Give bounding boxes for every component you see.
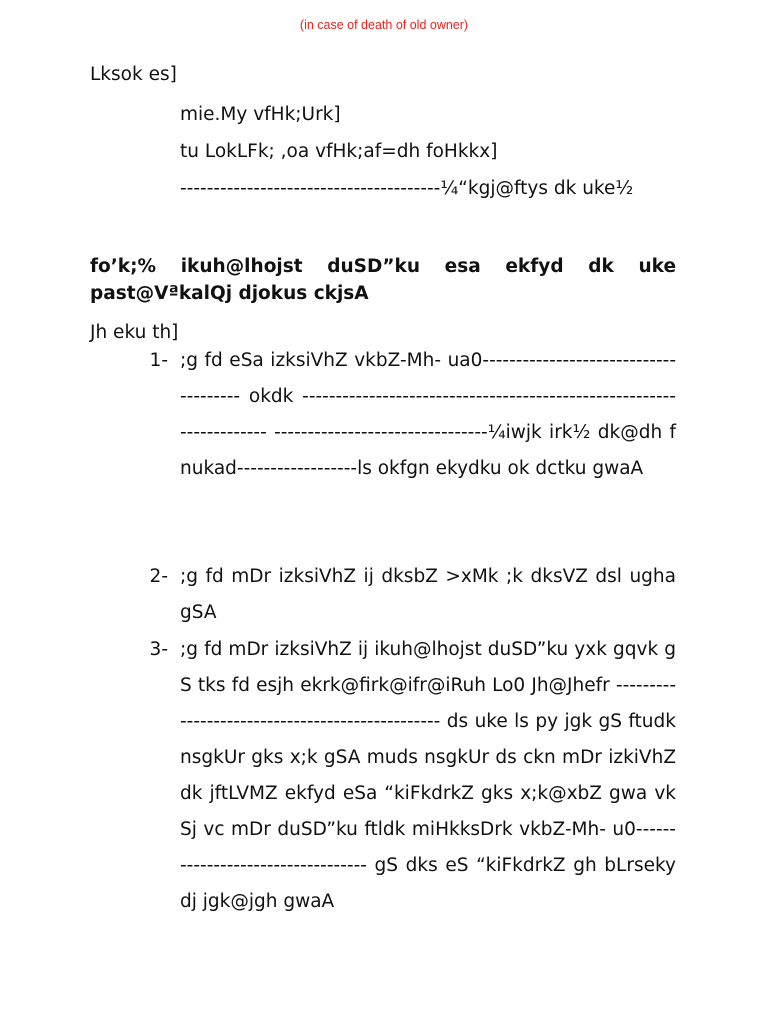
address-line-2: tu LokLFk; ,oa vfHk;af=dh foHkkx] xyxy=(180,141,498,162)
address-line-3: ---------------------------------------¼“kgj@ftys dk uke½ xyxy=(180,178,634,199)
greeting: Jh eku th] xyxy=(90,322,179,343)
item-number-2: 2- xyxy=(149,566,168,587)
item-number-1: 1- xyxy=(149,350,168,371)
header-note: (in case of death of old owner) xyxy=(299,18,469,32)
item-text-3: ;g fd mDr izksiVhZ ij ikuh@lhojst duSD”ku yxk gqvk gS tks fd esjh ekrk@firk@ifr@iRuh Lo0 Jh@Jhefr ------------------------------------------------ ds uke ls py jgk gS ftudk nsgkUr gks x;k gSA muds nsgkUr ds ckn mDr izkiVhZ dk jftLVMZ ekfyd eSa “kiFkdrkZ gks x;k@xbZ gwa vkSj vc mDr duSD”ku ftldk miHkksDrk vkbZ-Mh- u0---------------------------------- gS dks eS “kiFkdrkZ gh bLrseky dj jgk@jgh gwaA xyxy=(180,639,676,912)
item-text-2: ;g fd mDr izksiVhZ ij dksbZ >xMk ;k dksVZ dsl ugha gSA xyxy=(180,566,676,623)
item-number-3: 3- xyxy=(149,639,168,660)
salutation: Lksok es] xyxy=(90,64,177,85)
subject-line: fo’k;% ikuh@lhojst duSD”ku esa ekfyd dk uke past@VªkalQj djokus ckjsA xyxy=(90,256,676,304)
address-line-1: mie.My vfHk;Urk] xyxy=(180,104,341,125)
item-text-1: ;g fd eSa izksiVhZ vkbZ-Mh- ua0-------------------------------------- okdk --------------------------------------------------------------------- --------------------------------¼iwjk irk½ dk@dh fnukad------------------ls okfgn ekydku ok dctku gwaA xyxy=(180,350,676,479)
